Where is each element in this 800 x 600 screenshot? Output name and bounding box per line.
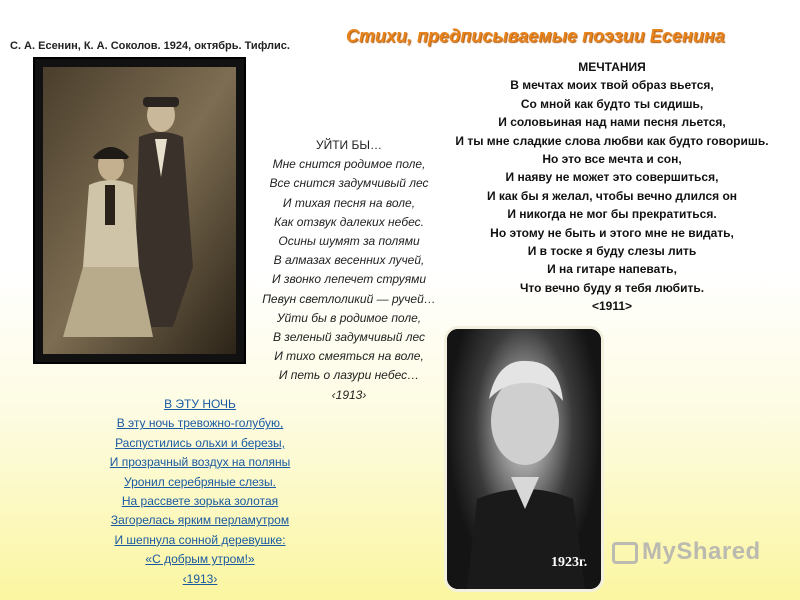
poem-v-etu-noch[interactable] bbox=[86, 395, 314, 589]
poem-mechtania bbox=[428, 58, 796, 316]
watermark-logo bbox=[612, 538, 761, 566]
poem-line-link[interactable]: И шепнула сонной деревушке: bbox=[114, 532, 286, 547]
poem-line-link[interactable]: В эту ночь тревожно-голубую, bbox=[116, 416, 284, 431]
poem-line-link[interactable]: Распустились ольхи и березы, bbox=[115, 435, 285, 450]
poem-line: Певун светлоликий — ручей… bbox=[262, 291, 436, 306]
photo-year-label: 1923г. bbox=[551, 555, 588, 570]
poem-line: Но это все мечта и сон, bbox=[542, 152, 682, 167]
poem-line: Но этому не быть и этого мне не видать, bbox=[490, 225, 734, 240]
watermark-text: MyShared bbox=[642, 538, 761, 565]
poem-line: Что вечно буду я тебя любить. bbox=[519, 280, 705, 295]
poem-line: И наяву не может это совершиться, bbox=[505, 170, 719, 185]
poem-line: Мне снится родимое поле, bbox=[272, 157, 426, 172]
poem-line: И ты мне сладкие слова любви как будто говоришь. bbox=[455, 133, 769, 148]
poem-line: И тихо смеяться на воле, bbox=[274, 349, 424, 364]
poem-line: Уйти бы в родимое поле, bbox=[276, 310, 422, 325]
page-title: Стихи, предписываемые поэзии Есенина bbox=[346, 26, 725, 46]
poem-uiti-by bbox=[246, 136, 452, 405]
poem-line-link[interactable]: Загорелась ярким перламутром bbox=[110, 513, 290, 528]
photo-esenin-sokolov bbox=[33, 57, 246, 364]
poem-line: Как отзвук далеких небес. bbox=[274, 214, 424, 229]
poem-line-link[interactable]: И прозрачный воздух на поляны bbox=[109, 455, 291, 470]
poem-line-link[interactable]: Уронил серебряные слезы. bbox=[123, 474, 277, 489]
poem-line: Все снится задумчивый лес bbox=[269, 176, 429, 191]
presentation-icon bbox=[612, 542, 638, 564]
poem-line: И в тоске я буду слезы лить bbox=[527, 244, 697, 259]
poem-line: И тихая песня на воле, bbox=[282, 195, 416, 210]
poem-title: МЕЧТАНИЯ bbox=[578, 60, 646, 74]
photo-figures bbox=[43, 67, 236, 354]
poem-title: УЙТИ БЫ… bbox=[315, 138, 383, 152]
poem-line: В зеленый задумчивый лес bbox=[272, 330, 426, 345]
poem-year: ‹1913› bbox=[331, 387, 367, 402]
poem-line: И петь о лазури небес… bbox=[278, 368, 420, 383]
poem-line: В алмазах весенних лучей, bbox=[273, 253, 425, 268]
poem-line: И звонко лепечет струями bbox=[271, 272, 427, 287]
poem-line: И на гитаре напевать, bbox=[547, 262, 677, 277]
poem-line-link[interactable]: «С добрым утром!» bbox=[145, 552, 255, 567]
portrait-figure bbox=[447, 329, 601, 589]
poem-title-link[interactable]: В ЭТУ НОЧЬ bbox=[164, 397, 236, 411]
poem-line: Осины шумят за полями bbox=[278, 234, 420, 249]
poem-line: Со мной как будто ты сидишь, bbox=[520, 96, 704, 111]
poem-line: И соловьиная над нами песня льется, bbox=[498, 115, 726, 130]
photo-esenin-portrait bbox=[444, 326, 604, 592]
poem-line-link[interactable]: На рассвете зорька золотая bbox=[121, 494, 279, 509]
poem-year: <1911> bbox=[591, 299, 633, 314]
poem-line: В мечтах моих твой образ вьется, bbox=[510, 78, 714, 93]
photo-caption: С. А. Есенин, К. А. Соколов. 1924, октябрь. Тифлис. bbox=[10, 40, 290, 52]
poem-line: И как бы я желал, чтобы вечно длился он bbox=[486, 188, 738, 203]
poem-line: И никогда не мог бы прекратиться. bbox=[507, 207, 717, 222]
poem-year-link[interactable]: ‹1913› bbox=[182, 571, 218, 586]
